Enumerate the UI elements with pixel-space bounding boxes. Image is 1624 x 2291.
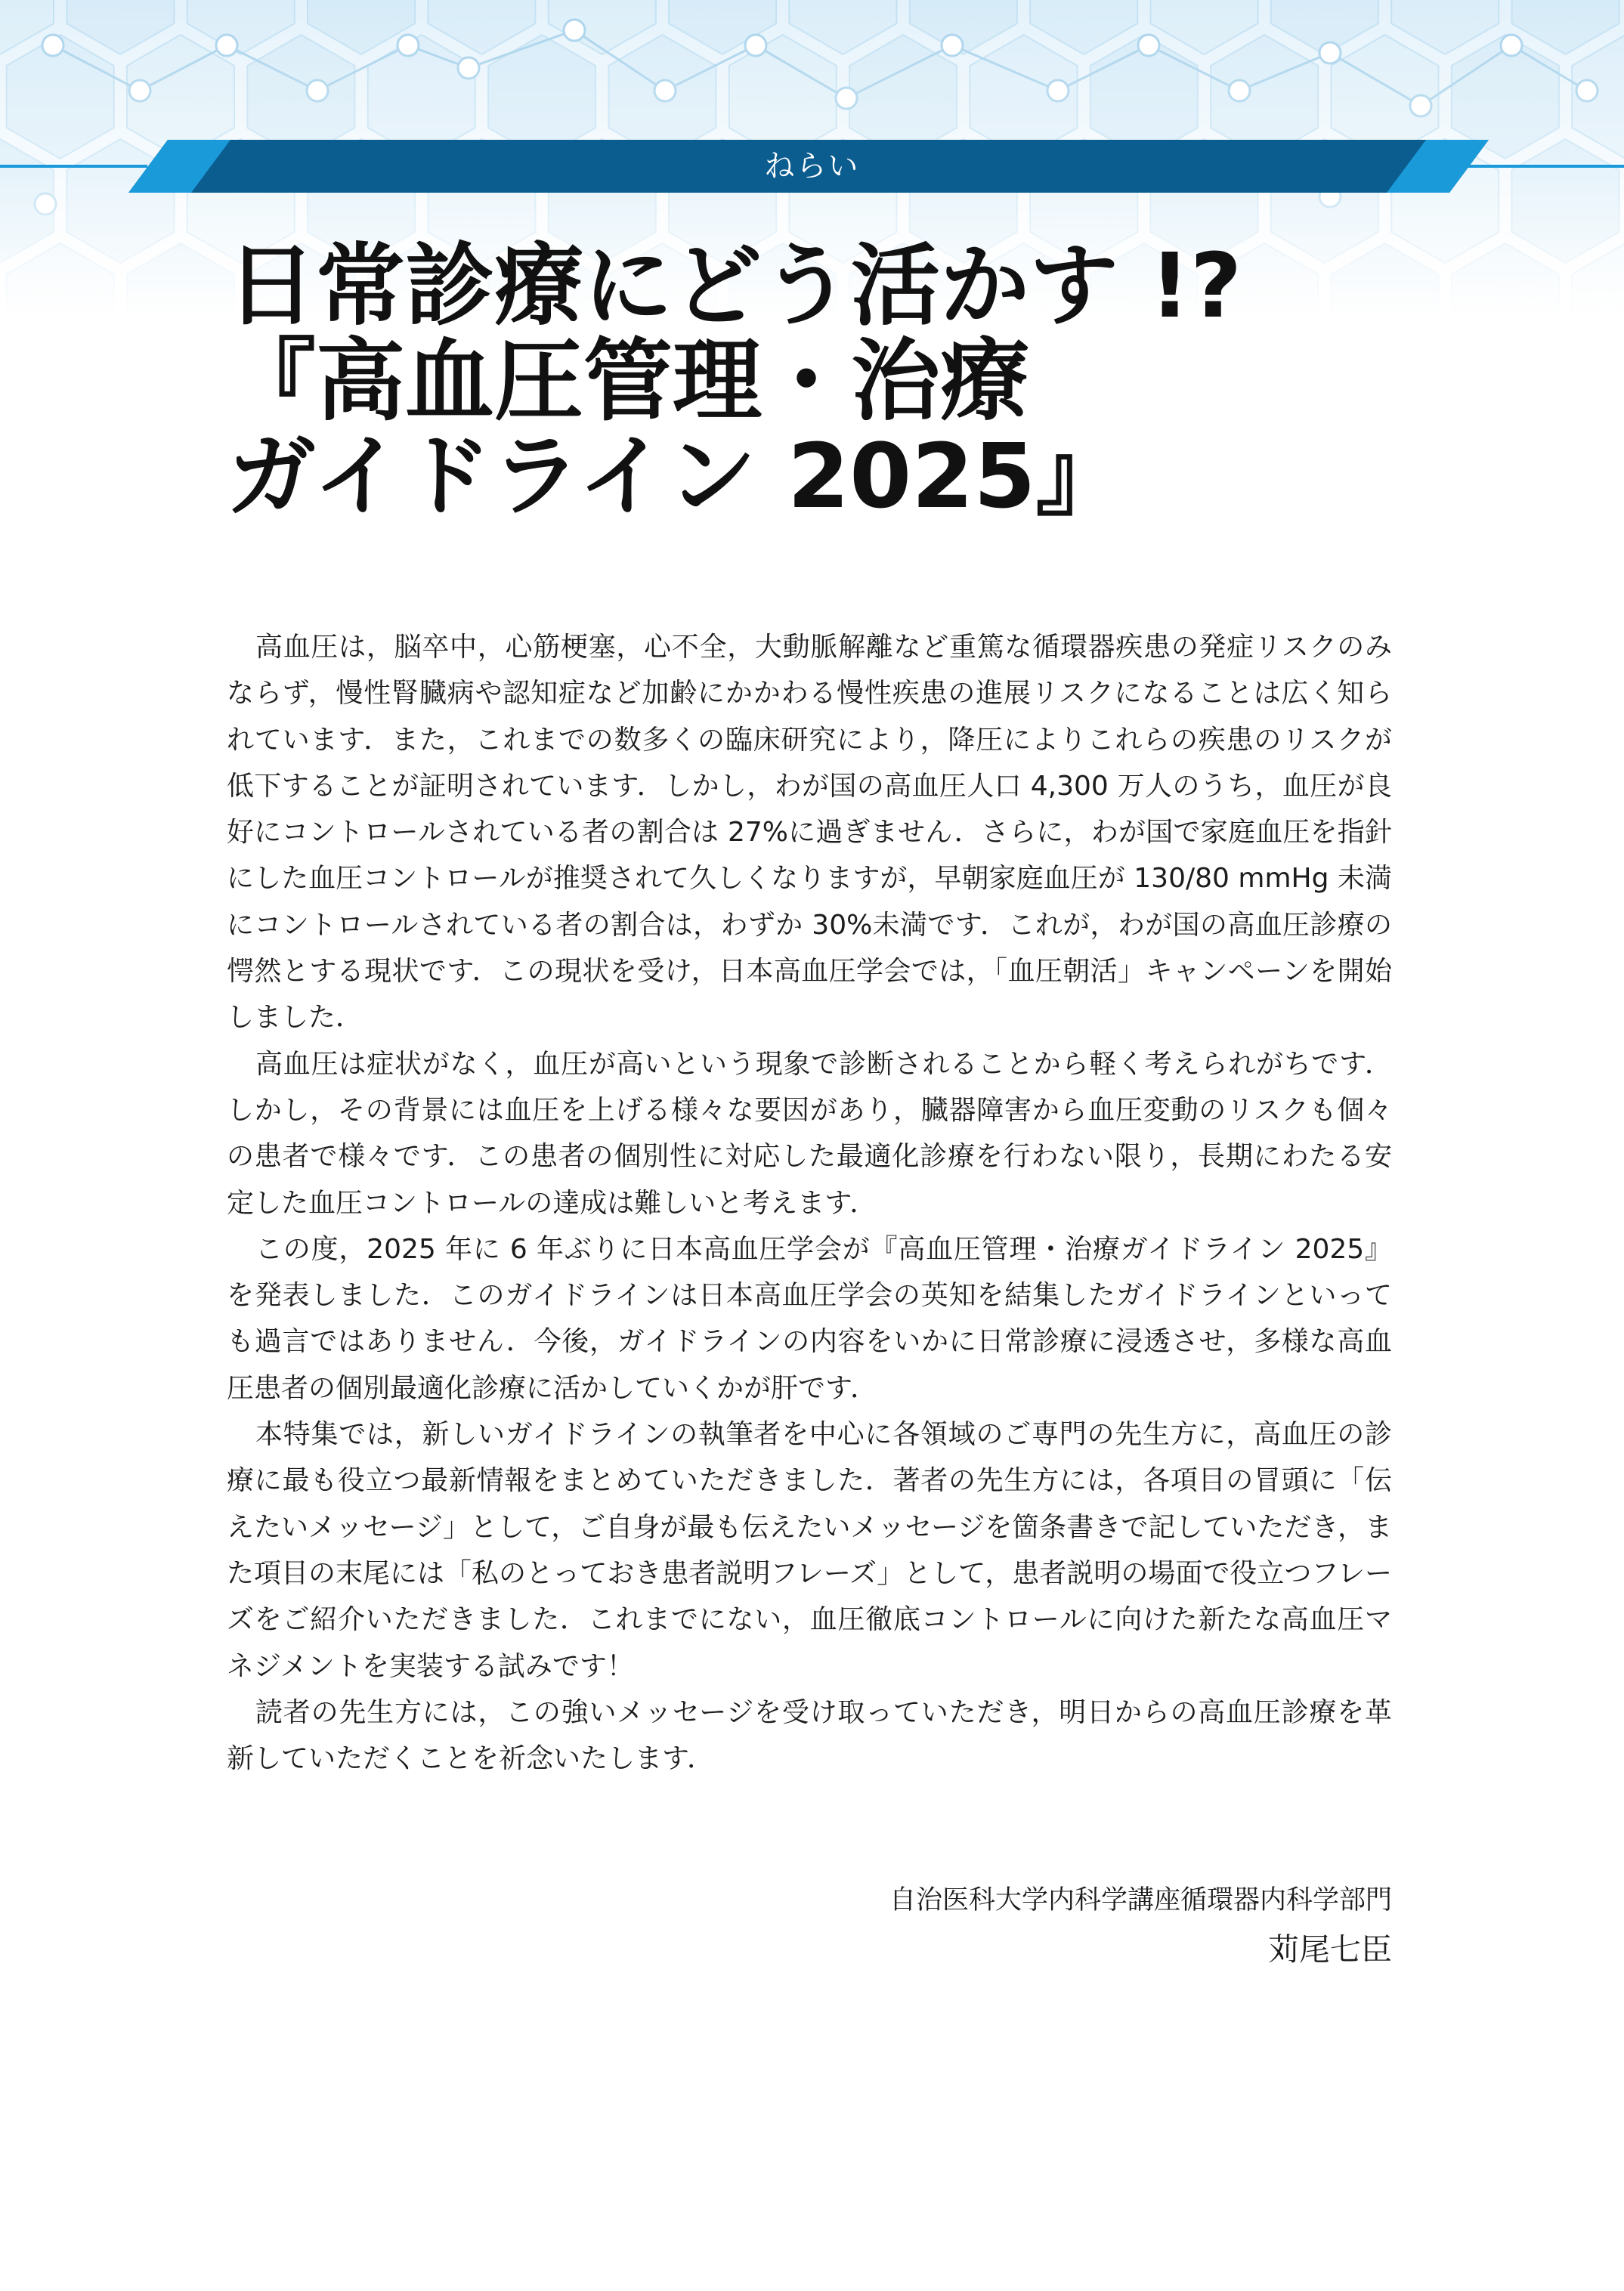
title-line-2: 『高血圧管理・治療 (227, 329, 1030, 433)
paragraph: 高血圧は症状がなく，血圧が高いという現象で診断されることから軽く考えられがちです．しかし，その背景には血圧を上げる様々な要因があり，臓器障害から血圧変動のリスクも個々の患者で様々です．この患者の個別性に対応した最適化診療を行わない限り，長期にわたる安定した血圧コントロールの達成は難しいと考えます． (227, 1048, 1392, 1219)
author-affiliation: 自治医科大学内科学講座循環器内科学部門 (889, 1885, 1392, 1915)
paragraph: この度，2025 年に 6 年ぶりに日本高血圧学会が『高血圧管理・治療ガイドライン 2025』を発表しました．このガイドラインは日本高血圧学会の英知を結集したガイドラインといっても過言ではありません．今後，ガイドラインの内容をいかに日常診療に浸透させ，多様な高血圧患者の個別最適化診療に活かしていくかが肝です． (227, 1233, 1392, 1404)
title-line-3: ガイドライン 2025』 (227, 424, 1125, 528)
paragraph: 読者の先生方には，この強いメッセージを受け取っていただき，明日からの高血圧診療を革新していただくことを祈念いたします． (227, 1696, 1392, 1775)
title-line-1: 日常診療にどう活かす !? (227, 233, 1242, 338)
section-label: ねらい (764, 149, 860, 184)
paragraph: 本特集では，新しいガイドラインの執筆者を中心に各領域のご専門の先生方に，高血圧の診療に最も役立つ最新情報をまとめていただきました．著者の先生方には，各項目の冒頭に「伝えたいメッセージ」として，ご自身が最も伝えたいメッセージを箇条書きで記していただき，また項目の末尾には「私のとっておき患者説明フレーズ」として，患者説明の場面で役立つフレーズをご紹介いただきました．これまでにない，血圧徹底コントロールに向けた新たな高血圧マネジメントを実装する試みです！ (227, 1419, 1392, 1682)
page-title (227, 233, 1406, 528)
author-name: 苅尾七臣 (1268, 1931, 1392, 1968)
body-text (227, 624, 1392, 1782)
paragraph: 高血圧は，脳卒中，心筋梗塞，心不全，大動脈解離など重篤な循環器疾患の発症リスクのみならず，慢性腎臓病や認知症など加齢にかかわる慢性疾患の進展リスクになることは広く知られています．また，これまでの数多くの臨床研究により，降圧によりこれらの疾患のリスクが低下することが証明されています．しかし，わが国の高血圧人口 4,300 万人のうち，血圧が良好にコントロールされている者の割合は 27%に過ぎません．さらに，わが国で家庭血圧を指針にした血圧コントロールが推奨されて久しくなりますが，早朝家庭血圧が 130/80 mmHg 未満にコントロールされている者の割合は，わずか 30%未満です．これが，わが国の高血圧診療の愕然とする現状です．この現状を受け，日本高血圧学会では，「血圧朝活」キャンペーンを開始しました． (227, 632, 1392, 1034)
